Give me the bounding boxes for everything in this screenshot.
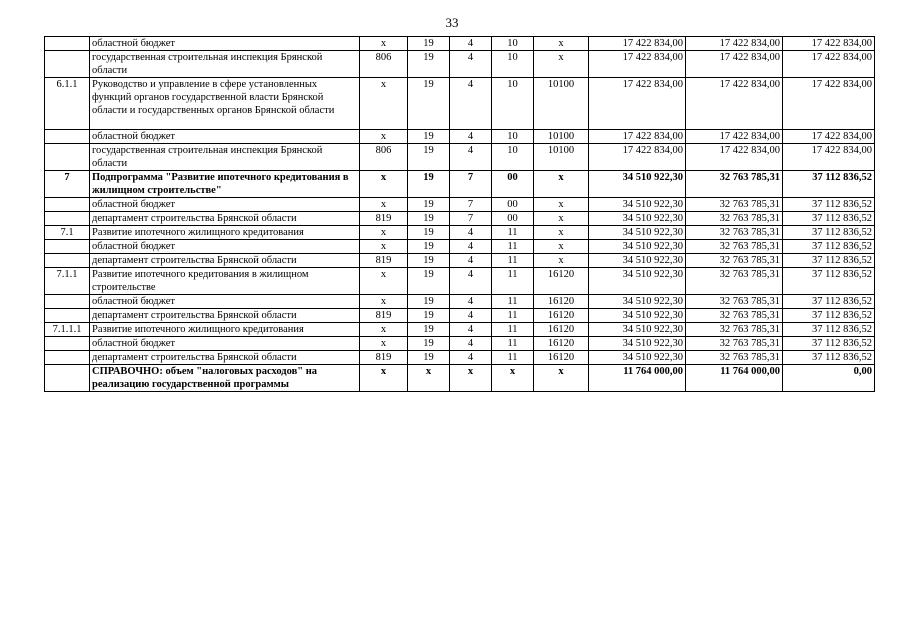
amount-year3-cell: 37 112 836,52 <box>783 351 875 365</box>
amount-year1-cell: 17 422 834,00 <box>589 78 686 130</box>
direction-code-cell: 16120 <box>534 268 589 295</box>
program-code-cell: 19 <box>408 351 450 365</box>
row-name-cell: Подпрограмма "Развитие ипотечного кредитования в жилищном строительстве" <box>90 171 360 198</box>
table-row <box>45 171 875 198</box>
table-row <box>45 323 875 337</box>
subprogram-code-cell: х <box>450 365 492 392</box>
direction-code-cell: 16120 <box>534 323 589 337</box>
grbs-code-cell: 819 <box>360 351 408 365</box>
page-number: 33 <box>445 15 459 30</box>
amount-year2-cell: 32 763 785,31 <box>686 309 783 323</box>
amount-year3-cell: 17 422 834,00 <box>783 37 875 51</box>
activity-code-cell: 11 <box>492 337 534 351</box>
row-number-cell <box>45 144 90 171</box>
amount-year2-cell: 32 763 785,31 <box>686 337 783 351</box>
amount-year2-cell: 32 763 785,31 <box>686 295 783 309</box>
grbs-code-cell: х <box>360 268 408 295</box>
amount-year1-cell: 34 510 922,30 <box>589 212 686 226</box>
direction-code-cell: х <box>534 365 589 392</box>
row-number-cell: 7 <box>45 171 90 198</box>
row-number-cell <box>45 212 90 226</box>
amount-year1-cell: 17 422 834,00 <box>589 51 686 78</box>
row-number-cell <box>45 37 90 51</box>
activity-code-cell: 10 <box>492 51 534 78</box>
amount-year3-cell: 37 112 836,52 <box>783 337 875 351</box>
subprogram-code-cell: 4 <box>450 37 492 51</box>
subprogram-code-cell: 4 <box>450 226 492 240</box>
row-name-cell: Развитие ипотечного кредитования в жилищном строительстве <box>90 268 360 295</box>
subprogram-code-cell: 4 <box>450 337 492 351</box>
direction-code-cell: 16120 <box>534 337 589 351</box>
table-row <box>45 51 875 78</box>
subprogram-code-cell: 4 <box>450 323 492 337</box>
row-number-cell <box>45 295 90 309</box>
amount-year3-cell: 37 112 836,52 <box>783 240 875 254</box>
table-row <box>45 337 875 351</box>
direction-code-cell: х <box>534 51 589 78</box>
table-row <box>45 254 875 268</box>
direction-code-cell: х <box>534 171 589 198</box>
direction-code-cell: 16120 <box>534 351 589 365</box>
subprogram-code-cell: 4 <box>450 144 492 171</box>
row-name-cell: областной бюджет <box>90 295 360 309</box>
program-code-cell: 19 <box>408 268 450 295</box>
direction-code-cell: 10100 <box>534 78 589 130</box>
grbs-code-cell: х <box>360 240 408 254</box>
activity-code-cell: 11 <box>492 309 534 323</box>
amount-year1-cell: 34 510 922,30 <box>589 295 686 309</box>
program-code-cell: 19 <box>408 130 450 144</box>
amount-year3-cell: 37 112 836,52 <box>783 309 875 323</box>
amount-year1-cell: 34 510 922,30 <box>589 337 686 351</box>
amount-year3-cell: 37 112 836,52 <box>783 254 875 268</box>
budget-table <box>44 36 875 392</box>
table-row <box>45 309 875 323</box>
subprogram-code-cell: 4 <box>450 130 492 144</box>
activity-code-cell: 11 <box>492 351 534 365</box>
amount-year2-cell: 32 763 785,31 <box>686 171 783 198</box>
row-name-cell: областной бюджет <box>90 130 360 144</box>
row-number-cell <box>45 51 90 78</box>
subprogram-code-cell: 4 <box>450 254 492 268</box>
row-name-cell: областной бюджет <box>90 337 360 351</box>
grbs-code-cell: х <box>360 226 408 240</box>
activity-code-cell: х <box>492 365 534 392</box>
amount-year1-cell: 34 510 922,30 <box>589 198 686 212</box>
direction-code-cell: 16120 <box>534 295 589 309</box>
direction-code-cell: 16120 <box>534 309 589 323</box>
program-code-cell: 19 <box>408 171 450 198</box>
amount-year1-cell: 34 510 922,30 <box>589 254 686 268</box>
subprogram-code-cell: 4 <box>450 268 492 295</box>
amount-year1-cell: 11 764 000,00 <box>589 365 686 392</box>
amount-year1-cell: 34 510 922,30 <box>589 268 686 295</box>
table-row <box>45 351 875 365</box>
activity-code-cell: 11 <box>492 295 534 309</box>
subprogram-code-cell: 4 <box>450 295 492 309</box>
amount-year2-cell: 11 764 000,00 <box>686 365 783 392</box>
row-number-cell <box>45 240 90 254</box>
table-body <box>45 37 875 392</box>
activity-code-cell: 10 <box>492 130 534 144</box>
amount-year3-cell: 17 422 834,00 <box>783 51 875 78</box>
subprogram-code-cell: 7 <box>450 212 492 226</box>
amount-year3-cell: 17 422 834,00 <box>783 78 875 130</box>
grbs-code-cell: х <box>360 171 408 198</box>
subprogram-code-cell: 7 <box>450 198 492 212</box>
amount-year1-cell: 34 510 922,30 <box>589 351 686 365</box>
table-row <box>45 78 875 130</box>
grbs-code-cell: х <box>360 337 408 351</box>
amount-year2-cell: 32 763 785,31 <box>686 212 783 226</box>
activity-code-cell: 00 <box>492 212 534 226</box>
amount-year1-cell: 17 422 834,00 <box>589 144 686 171</box>
amount-year1-cell: 34 510 922,30 <box>589 240 686 254</box>
program-code-cell: 19 <box>408 37 450 51</box>
amount-year1-cell: 17 422 834,00 <box>589 130 686 144</box>
amount-year2-cell: 32 763 785,31 <box>686 198 783 212</box>
amount-year3-cell: 0,00 <box>783 365 875 392</box>
table-row <box>45 268 875 295</box>
row-number-cell <box>45 198 90 212</box>
direction-code-cell: х <box>534 226 589 240</box>
table-row <box>45 295 875 309</box>
activity-code-cell: 11 <box>492 240 534 254</box>
amount-year3-cell: 17 422 834,00 <box>783 144 875 171</box>
grbs-code-cell: х <box>360 365 408 392</box>
direction-code-cell: х <box>534 198 589 212</box>
row-name-cell: департамент строительства Брянской области <box>90 254 360 268</box>
grbs-code-cell: 819 <box>360 212 408 226</box>
amount-year2-cell: 32 763 785,31 <box>686 226 783 240</box>
program-code-cell: 19 <box>408 295 450 309</box>
direction-code-cell: 10100 <box>534 130 589 144</box>
program-code-cell: 19 <box>408 337 450 351</box>
grbs-code-cell: 806 <box>360 144 408 171</box>
amount-year2-cell: 17 422 834,00 <box>686 78 783 130</box>
direction-code-cell: х <box>534 37 589 51</box>
row-name-cell: областной бюджет <box>90 240 360 254</box>
row-number-cell: 7.1 <box>45 226 90 240</box>
grbs-code-cell: х <box>360 295 408 309</box>
row-name-cell: Развитие ипотечного жилищного кредитования <box>90 323 360 337</box>
activity-code-cell: 11 <box>492 268 534 295</box>
activity-code-cell: 10 <box>492 144 534 171</box>
amount-year1-cell: 34 510 922,30 <box>589 323 686 337</box>
row-number-cell <box>45 254 90 268</box>
amount-year2-cell: 17 422 834,00 <box>686 37 783 51</box>
program-code-cell: 19 <box>408 212 450 226</box>
amount-year2-cell: 17 422 834,00 <box>686 144 783 171</box>
row-name-cell: областной бюджет <box>90 198 360 212</box>
row-number-cell: 6.1.1 <box>45 78 90 130</box>
grbs-code-cell: х <box>360 198 408 212</box>
row-name-cell: областной бюджет <box>90 37 360 51</box>
program-code-cell: 19 <box>408 144 450 171</box>
amount-year2-cell: 32 763 785,31 <box>686 240 783 254</box>
table-row <box>45 144 875 171</box>
row-name-cell: департамент строительства Брянской области <box>90 212 360 226</box>
row-number-cell <box>45 365 90 392</box>
grbs-code-cell: 819 <box>360 309 408 323</box>
table-row <box>45 37 875 51</box>
amount-year2-cell: 17 422 834,00 <box>686 130 783 144</box>
program-code-cell: 19 <box>408 254 450 268</box>
direction-code-cell: х <box>534 254 589 268</box>
grbs-code-cell: х <box>360 130 408 144</box>
amount-year3-cell: 37 112 836,52 <box>783 323 875 337</box>
amount-year3-cell: 37 112 836,52 <box>783 226 875 240</box>
program-code-cell: 19 <box>408 78 450 130</box>
amount-year1-cell: 34 510 922,30 <box>589 309 686 323</box>
program-code-cell: 19 <box>408 198 450 212</box>
amount-year3-cell: 17 422 834,00 <box>783 130 875 144</box>
direction-code-cell: х <box>534 212 589 226</box>
row-name-cell: государственная строительная инспекция Брянской области <box>90 144 360 171</box>
table-row <box>45 365 875 392</box>
amount-year2-cell: 32 763 785,31 <box>686 323 783 337</box>
direction-code-cell: х <box>534 240 589 254</box>
table-row <box>45 240 875 254</box>
subprogram-code-cell: 4 <box>450 240 492 254</box>
row-name-cell: департамент строительства Брянской области <box>90 309 360 323</box>
amount-year1-cell: 34 510 922,30 <box>589 226 686 240</box>
row-name-cell: Руководство и управление в сфере установленных функций органов государственной власти Брянской области и государственных органов Брянской области <box>90 78 360 130</box>
activity-code-cell: 11 <box>492 254 534 268</box>
amount-year2-cell: 32 763 785,31 <box>686 351 783 365</box>
program-code-cell: х <box>408 365 450 392</box>
amount-year1-cell: 34 510 922,30 <box>589 171 686 198</box>
activity-code-cell: 10 <box>492 37 534 51</box>
grbs-code-cell: 819 <box>360 254 408 268</box>
row-number-cell <box>45 351 90 365</box>
table-row <box>45 198 875 212</box>
row-number-cell <box>45 309 90 323</box>
table-row <box>45 130 875 144</box>
row-number-cell <box>45 337 90 351</box>
subprogram-code-cell: 4 <box>450 51 492 78</box>
table-row <box>45 212 875 226</box>
row-name-cell: департамент строительства Брянской области <box>90 351 360 365</box>
amount-year2-cell: 17 422 834,00 <box>686 51 783 78</box>
table-row <box>45 226 875 240</box>
row-name-cell: Развитие ипотечного жилищного кредитования <box>90 226 360 240</box>
grbs-code-cell: х <box>360 37 408 51</box>
activity-code-cell: 00 <box>492 171 534 198</box>
amount-year3-cell: 37 112 836,52 <box>783 295 875 309</box>
row-name-cell: государственная строительная инспекция Брянской области <box>90 51 360 78</box>
amount-year2-cell: 32 763 785,31 <box>686 254 783 268</box>
subprogram-code-cell: 7 <box>450 171 492 198</box>
amount-year3-cell: 37 112 836,52 <box>783 212 875 226</box>
subprogram-code-cell: 4 <box>450 351 492 365</box>
amount-year2-cell: 32 763 785,31 <box>686 268 783 295</box>
grbs-code-cell: х <box>360 78 408 130</box>
activity-code-cell: 11 <box>492 226 534 240</box>
program-code-cell: 19 <box>408 240 450 254</box>
row-number-cell <box>45 130 90 144</box>
row-name-cell: СПРАВОЧНО: объем "налоговых расходов" на реализацию государственной программы <box>90 365 360 392</box>
direction-code-cell: 10100 <box>534 144 589 171</box>
amount-year3-cell: 37 112 836,52 <box>783 171 875 198</box>
activity-code-cell: 10 <box>492 78 534 130</box>
grbs-code-cell: х <box>360 323 408 337</box>
amount-year3-cell: 37 112 836,52 <box>783 198 875 212</box>
activity-code-cell: 11 <box>492 323 534 337</box>
subprogram-code-cell: 4 <box>450 78 492 130</box>
grbs-code-cell: 806 <box>360 51 408 78</box>
amount-year3-cell: 37 112 836,52 <box>783 268 875 295</box>
activity-code-cell: 00 <box>492 198 534 212</box>
row-number-cell: 7.1.1 <box>45 268 90 295</box>
program-code-cell: 19 <box>408 226 450 240</box>
amount-year1-cell: 17 422 834,00 <box>589 37 686 51</box>
program-code-cell: 19 <box>408 309 450 323</box>
subprogram-code-cell: 4 <box>450 309 492 323</box>
row-number-cell: 7.1.1.1 <box>45 323 90 337</box>
program-code-cell: 19 <box>408 323 450 337</box>
program-code-cell: 19 <box>408 51 450 78</box>
